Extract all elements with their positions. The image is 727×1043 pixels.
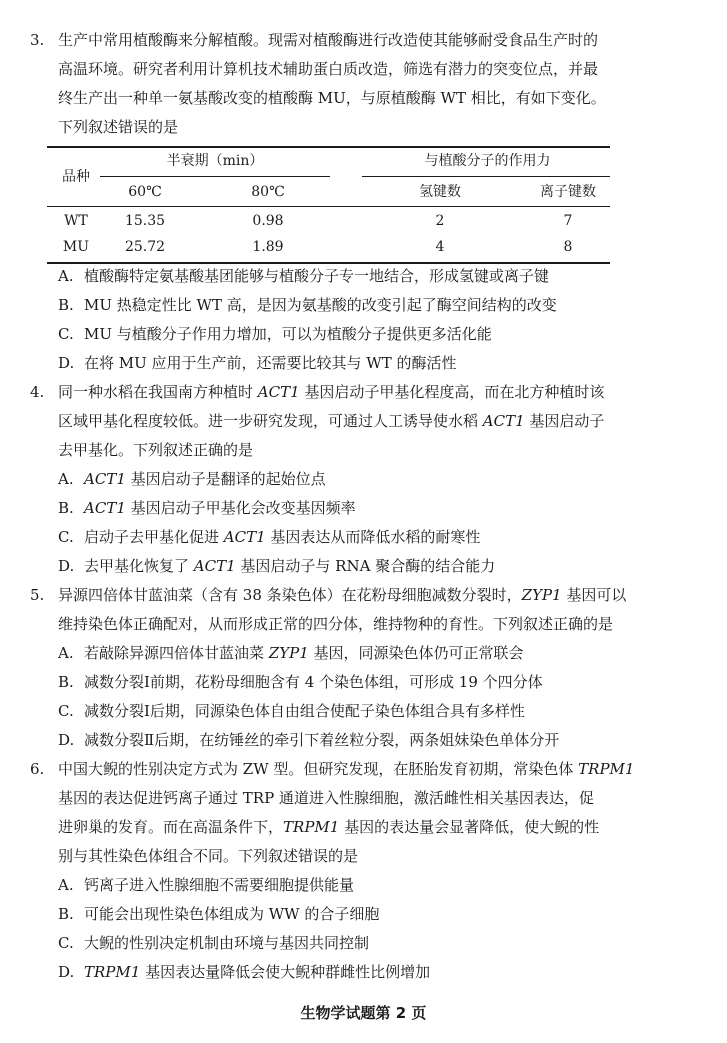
gene-name: TRPM1 bbox=[283, 818, 340, 836]
gene-name: ACT1 bbox=[84, 470, 126, 488]
table-cell-60c: 25.72 bbox=[124, 239, 166, 255]
table-cell-80c: 1.89 bbox=[252, 239, 284, 255]
table-subheader-60c: 60℃ bbox=[128, 184, 162, 200]
option-label: A. bbox=[58, 470, 74, 488]
gene-name: ZYP1 bbox=[268, 644, 309, 662]
page-footer: 生物学试题第 2 页 bbox=[300, 1004, 427, 1022]
table-subheader-80c: 80℃ bbox=[251, 184, 285, 200]
question-3-option-a[interactable] bbox=[58, 266, 549, 286]
question-6-line-1 bbox=[58, 759, 634, 781]
question-4-line-1 bbox=[58, 382, 604, 404]
option-text: 基因启动子甲基化会改变基因频率 bbox=[125, 499, 356, 517]
question-4-option-d[interactable] bbox=[58, 556, 495, 576]
option-text: MU 热稳定性比 WT 高，是因为氨基酸的改变引起了酶空间结构的改变 bbox=[84, 296, 557, 314]
table-cell-hbond: 4 bbox=[435, 239, 445, 255]
question-5-option-a[interactable] bbox=[58, 643, 524, 663]
option-text: 可能会出现性染色体组成为 WW 的合子细胞 bbox=[84, 905, 380, 923]
text-segment: 同一种水稻在我国南方种植时 bbox=[58, 383, 258, 401]
question-6-option-a[interactable] bbox=[58, 875, 354, 895]
question-5-number: 5. bbox=[30, 586, 45, 604]
table-subheader-ionic: 离子键数 bbox=[540, 184, 596, 200]
table-cell-variety: MU bbox=[62, 239, 90, 255]
text-segment: 基因的表达量会显著降低，使大鲵的性 bbox=[339, 818, 600, 836]
table-interaction-underline bbox=[362, 176, 610, 177]
table-cell-variety: WT bbox=[64, 213, 88, 229]
option-label: B. bbox=[58, 673, 74, 691]
text-segment: 进卵巢的发育。而在高温条件下， bbox=[58, 818, 284, 836]
question-3-option-d[interactable] bbox=[58, 353, 457, 373]
text-segment: 区域甲基化程度较低。进一步研究发现，可通过人工诱导使水稻 bbox=[58, 412, 483, 430]
text-segment: 基因可以 bbox=[561, 586, 627, 604]
table-bottom-rule bbox=[47, 262, 610, 264]
question-5-option-c[interactable] bbox=[58, 701, 525, 721]
table-header-interaction: 与植酸分子的作用力 bbox=[424, 153, 551, 169]
question-6-line-4: 别与其性染色体组合不同。下列叙述错误的是 bbox=[58, 847, 359, 865]
question-6-option-d[interactable] bbox=[58, 962, 430, 982]
gene-name: ACT1 bbox=[84, 499, 126, 517]
text-segment: 异源四倍体甘蓝油菜（含有 38 条染色体）在花粉母细胞减数分裂时， bbox=[58, 586, 522, 604]
option-text: 植酸酶特定氨基酸基团能够与植酸分子专一地结合，形成氢键或离子键 bbox=[84, 267, 550, 285]
gene-name: ACT1 bbox=[193, 557, 236, 575]
option-label: A. bbox=[58, 644, 74, 662]
option-text: 去甲基化恢复了 bbox=[84, 557, 194, 575]
question-3-option-c[interactable] bbox=[58, 324, 492, 344]
table-header-rule bbox=[47, 206, 610, 207]
question-6-line-2: 基因的表达促进钙离子通过 TRP 通道进入性腺细胞，激活雌性相关基因表达，促 bbox=[58, 789, 594, 807]
text-segment: 基因启动子 bbox=[524, 412, 605, 430]
gene-name: TRPM1 bbox=[578, 760, 635, 778]
option-text: 基因启动子是翻译的起始位点 bbox=[125, 470, 326, 488]
option-label: C. bbox=[58, 702, 74, 720]
question-5-line-2: 维持染色体正确配对，从而形成正常的四分体，维持物种的育性。下列叙述正确的是 bbox=[58, 615, 614, 633]
gene-name: TRPM1 bbox=[84, 963, 141, 981]
option-text: MU 与植酸分子作用力增加，可以为植酸分子提供更多活化能 bbox=[84, 325, 492, 343]
gene-name: ACT1 bbox=[482, 412, 525, 430]
question-5-option-b[interactable] bbox=[58, 672, 543, 692]
option-text: 减数分裂Ⅰ后期，同源染色体自由组合使配子染色体组合具有多样性 bbox=[84, 702, 525, 720]
question-4-line-3: 去甲基化。下列叙述正确的是 bbox=[58, 441, 254, 459]
option-text: 减数分裂Ⅰ前期，花粉母细胞含有 4 个染色体组，可形成 19 个四分体 bbox=[84, 673, 543, 691]
table-cell-80c: 0.98 bbox=[252, 213, 284, 229]
question-3-line-1: 生产中常用植酸酶来分解植酸。现需对植酸酶进行改造使其能够耐受食品生产时的 bbox=[58, 31, 599, 49]
option-label: B. bbox=[58, 296, 74, 314]
gene-name: ACT1 bbox=[223, 528, 266, 546]
option-label: C. bbox=[58, 934, 74, 952]
table-header-variety: 品种 bbox=[62, 169, 90, 185]
question-4-option-b[interactable] bbox=[58, 498, 356, 518]
option-text: 大鲵的性别决定机制由环境与基因共同控制 bbox=[84, 934, 370, 952]
option-label: C. bbox=[58, 325, 74, 343]
question-4-number: 4. bbox=[30, 383, 45, 401]
gene-name: ZYP1 bbox=[521, 586, 562, 604]
question-3-line-4: 下列叙述错误的是 bbox=[58, 118, 179, 136]
text-segment: 基因启动子甲基化程度高，而在北方种植时该 bbox=[299, 383, 605, 401]
option-label: D. bbox=[58, 963, 75, 981]
question-6-option-b[interactable] bbox=[58, 904, 379, 924]
question-4-option-c[interactable] bbox=[58, 527, 480, 547]
question-5-option-d[interactable] bbox=[58, 730, 559, 750]
table-subheader-hbond: 氢键数 bbox=[419, 184, 461, 200]
question-3-option-b[interactable] bbox=[58, 295, 557, 315]
option-text: 若敲除异源四倍体甘蓝油菜 bbox=[84, 644, 269, 662]
table-halflife-underline bbox=[100, 176, 330, 177]
question-4-option-a[interactable] bbox=[58, 469, 326, 489]
question-4-line-2 bbox=[58, 411, 604, 433]
option-label: D. bbox=[58, 557, 75, 575]
option-label: B. bbox=[58, 905, 74, 923]
option-label: A. bbox=[58, 876, 74, 894]
question-6-line-3 bbox=[58, 817, 599, 839]
option-label: B. bbox=[58, 499, 74, 517]
option-text: 基因，同源染色体仍可正常联会 bbox=[308, 644, 524, 662]
option-text: 在将 MU 应用于生产前，还需要比较其与 WT 的酶活性 bbox=[84, 354, 457, 372]
question-5-line-1 bbox=[58, 585, 626, 607]
gene-name: ACT1 bbox=[257, 383, 300, 401]
table-cell-ionic: 7 bbox=[563, 213, 573, 229]
option-label: A. bbox=[58, 267, 74, 285]
option-text: 启动子去甲基化促进 bbox=[84, 528, 224, 546]
option-label: D. bbox=[58, 731, 75, 749]
table-cell-hbond: 2 bbox=[435, 213, 445, 229]
question-6-option-c[interactable] bbox=[58, 933, 369, 953]
option-text: 基因表达量降低会使大鲵种群雌性比例增加 bbox=[140, 963, 431, 981]
option-text: 基因表达从而降低水稻的耐寒性 bbox=[265, 528, 481, 546]
option-label: D. bbox=[58, 354, 75, 372]
table-top-rule bbox=[47, 146, 610, 148]
table-cell-ionic: 8 bbox=[563, 239, 573, 255]
table-header-halflife: 半衰期（min） bbox=[166, 153, 264, 169]
option-text: 钙离子进入性腺细胞不需要细胞提供能量 bbox=[84, 876, 355, 894]
text-segment: 中国大鲵的性别决定方式为 ZW 型。但研究发现，在胚胎发育初期，常染色体 bbox=[58, 760, 579, 778]
question-3-number: 3. bbox=[30, 31, 45, 49]
table-cell-60c: 15.35 bbox=[124, 213, 166, 229]
option-text: 减数分裂Ⅱ后期，在纺锤丝的牵引下着丝粒分裂，两条姐妹染色单体分开 bbox=[84, 731, 560, 749]
question-3-line-2: 高温环境。研究者利用计算机技术辅助蛋白质改造，筛选有潜力的突变位点，并最 bbox=[58, 60, 599, 78]
option-label: C. bbox=[58, 528, 74, 546]
question-3-line-3: 终生产出一种单一氨基酸改变的植酸酶 MU，与原植酸酶 WT 相比，有如下变化。 bbox=[58, 89, 606, 107]
option-text: 基因启动子与 RNA 聚合酶的结合能力 bbox=[235, 557, 496, 575]
question-6-number: 6. bbox=[30, 760, 45, 778]
